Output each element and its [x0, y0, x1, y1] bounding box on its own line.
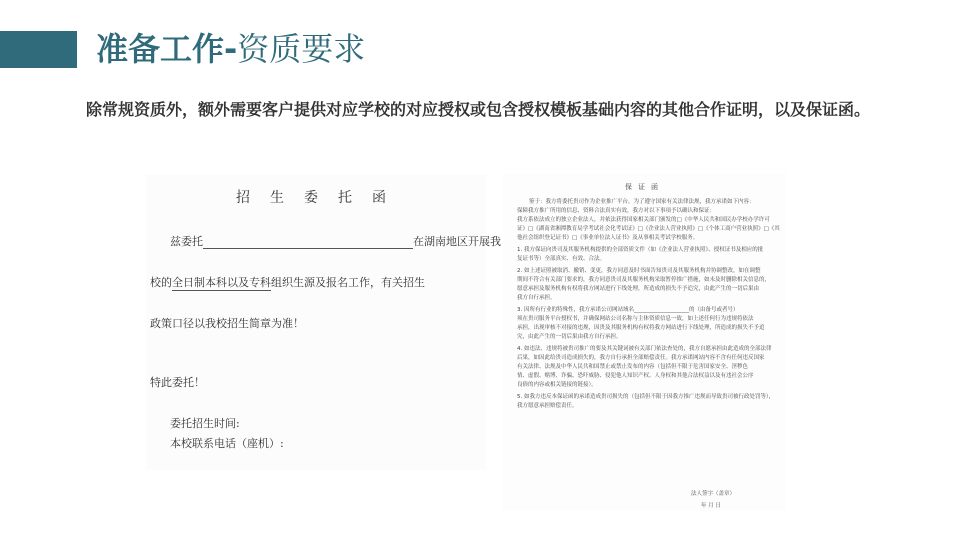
- guarantee-letter-line: 究，由此产生的一切后果由我方自行承担。: [517, 334, 622, 340]
- guarantee-letter-line: 期间不符合有关部门要求的，我方同意贵司及其服务机构采取暂停推广措施，如未及时删除相关信息的，: [517, 277, 771, 283]
- page-title-light: 资质要求: [237, 30, 366, 68]
- entrust-letter-document: [146, 175, 501, 470]
- entrust-letter-title: 招生委托函: [236, 190, 406, 206]
- entrust-letter-line4: 特此委托！: [150, 376, 205, 389]
- page-title-bold: 准备工作-: [96, 30, 238, 68]
- entrust-letter-line6: 本校联系电话（座机）:: [170, 437, 284, 450]
- guarantee-letter-title: 保证函: [625, 183, 664, 191]
- title-accent-bar: [0, 31, 77, 68]
- page-subtitle: 除常规资质外，额外需要客户提供对应学校的对应授权或包含授权模板基础内容的其他合作证明，以及保证函。: [86, 100, 871, 119]
- entrust-letter-line3: 政策口径以我校招生简章为准！: [150, 317, 304, 330]
- guarantee-letter-line: 须在贵司服务平台授权书，并确保网站公司名称与主体资质信息一致，如上述任何行为违规将依法: [517, 316, 754, 322]
- guarantee-letter-line: 3. 因所有行业的特殊性，我方承诺公司网站域名____________________的（由备号或者号）: [517, 307, 739, 313]
- guarantee-letter-line: 4. 如违法、违规将被贵司推广的要及其关键词被有关部门依法查处的，我方自愿承担由此造成的全部法律: [517, 346, 772, 352]
- guarantee-letter-line: 愿意承担及服务机构有权将我方网站进行下线处理，所造成的损失不予追究，由此产生的一切后果由: [517, 286, 760, 292]
- page-title: [96, 28, 365, 70]
- guarantee-letter-line: 良俗的内容或相关链接的链接）。: [517, 382, 597, 388]
- guarantee-letter-document: [503, 173, 786, 511]
- guarantee-letter-line: 2. 如上述证照被取消、撤销、变更，我方同意及时书面告知贵司及其服务机构并协调整改，如在调整: [517, 268, 761, 274]
- guarantee-letter-line: 情、虚假、赌博、诈骗、恐吓威胁、侵犯他人知识产权、人身权和其他合法权益以及有违社会公序: [517, 373, 754, 379]
- entrust-name-blank: [203, 237, 413, 249]
- guarantee-letter-date: 年 月 日: [701, 503, 721, 509]
- guarantee-letter-line: 保障我方推广所用的信息、资料合法真实有效，我方对以下事项予以确认和保证：: [517, 208, 716, 214]
- guarantee-letter-sign: 法人签字（盖章）: [691, 491, 736, 497]
- entrust-line2-underlined: 全日制本科以及专科: [172, 276, 271, 289]
- guarantee-letter-line: 后果，如因此给贵司造成损失的，我方自行承担全部赔偿责任。我方承诺网站内容不含有任何违反国家: [517, 355, 765, 361]
- entrust-line2-suffix: 组织生源及报名工作，有关招生: [271, 276, 425, 289]
- guarantee-letter-line: 他社会组织登记证书》□《事业单位法人证书》及从事相关考试学校服务。: [517, 235, 699, 241]
- entrust-letter-line5: 委托招生时间:: [170, 417, 240, 430]
- entrust-line1-suffix: 在湖南地区开展我: [413, 235, 501, 248]
- entrust-line2-prefix: 校的: [150, 276, 172, 289]
- guarantee-letter-line: 我方系依法成立的独立企业法人，并依法获得国家相关部门颁发的□《中华人民共和国民办学校办学许可: [517, 217, 770, 223]
- guarantee-letter-line: 证》□《湖南省湘潭教育局学考试社会化考试证》□《企业法人营业执照》□《个体工商户营业执照》□《其: [517, 226, 780, 232]
- guarantee-letter-line: 鉴于：我方将委托贵司作为企业推广平台，为了遵守国家有关法律法规，我方承诺如下内容：: [529, 199, 755, 205]
- guarantee-letter-line: 我方愿意承担赔偿责任。: [517, 403, 578, 409]
- entrust-letter-line1: [170, 233, 501, 249]
- guarantee-letter-line: 复证书等）全部真实、有效、合法。: [517, 256, 606, 262]
- guarantee-letter-line: 5. 如我方违反本保证函的承诺造成贵司损失的（包括但不限于因我方推广违规而导致贵司被行政处罚等），: [517, 394, 775, 400]
- guarantee-letter-line: 1. 我方保证向贵司及其服务机构提供的全部资质文件（如《企业法人营业执照》、授权证书及相应的批: [517, 247, 764, 253]
- entrust-line1-prefix: 兹委托: [170, 235, 203, 248]
- entrust-letter-line2: [150, 274, 425, 291]
- guarantee-letter-line: 我方自行承担。: [517, 295, 556, 301]
- guarantee-letter-line: 有关法律、法规及中华人民共和国禁止或禁止发布的内容（包括但不限于危害国家安全、淫秽色: [517, 364, 749, 370]
- guarantee-letter-line: 承担，出现审核不对接的违规，因贵及其服务机构有权将我方网站进行下线处理，所造成的损失不予追: [517, 325, 765, 331]
